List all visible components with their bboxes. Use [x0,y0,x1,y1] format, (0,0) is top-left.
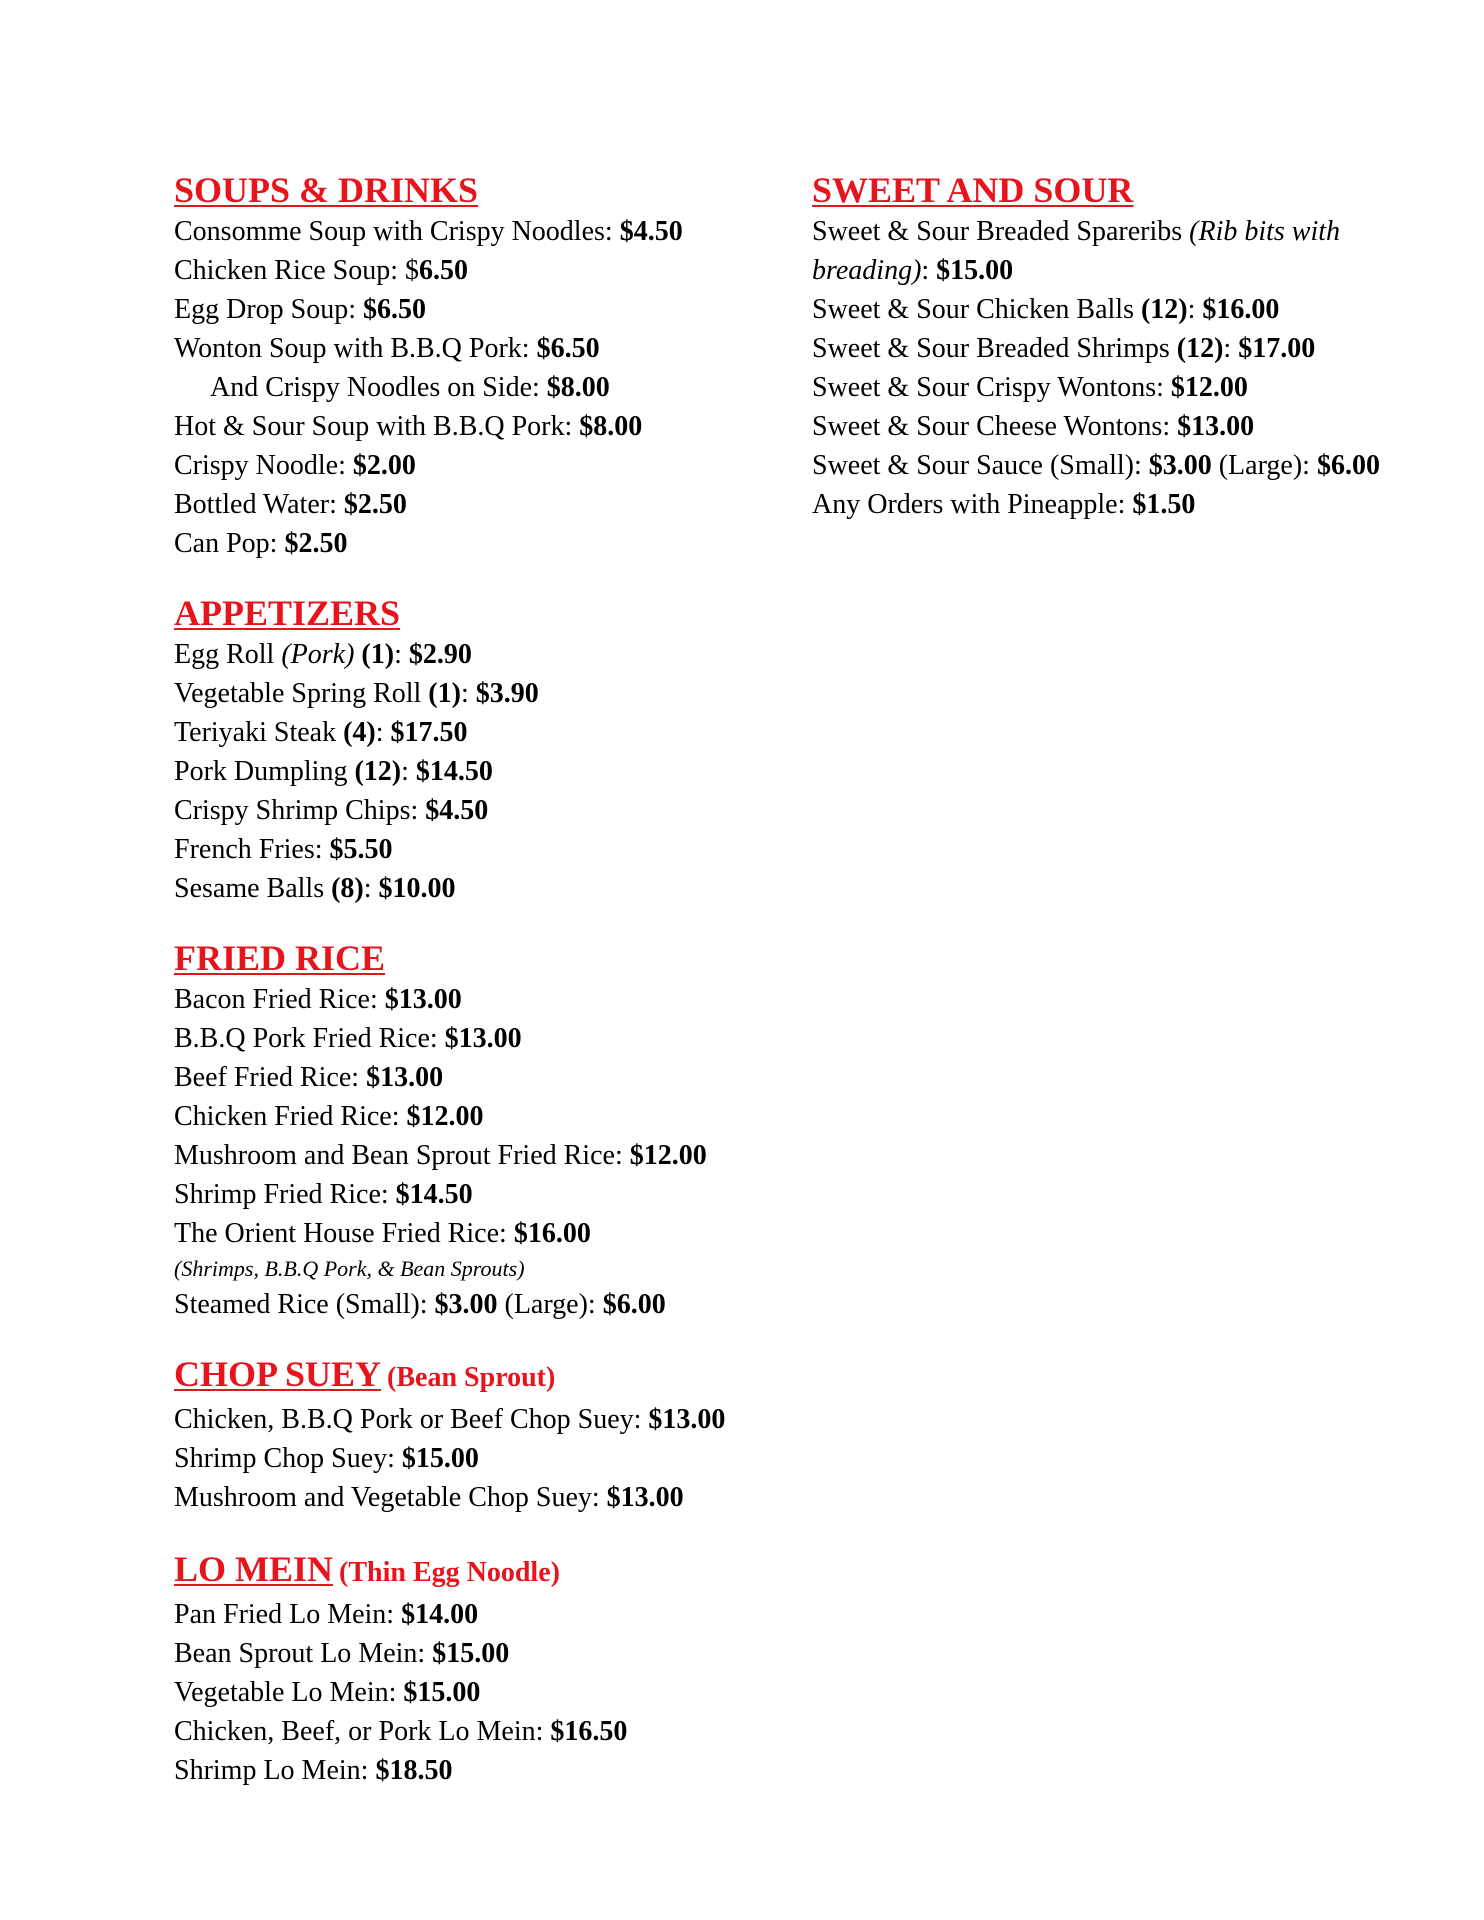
menu-item [174,1751,814,1790]
menu-item: Sweet & Sour Breaded Shrimps (12): $17.00 [812,333,1316,364]
item-price: $12.00 [406,1101,484,1132]
menu-item [174,1058,814,1097]
menu-item [174,1285,814,1324]
menu-item [174,407,814,446]
item-name: And Crispy Noodles on Side: [210,372,547,403]
menu-item [174,329,814,368]
item-name: Vegetable Lo Mein: [174,1677,404,1708]
soups-section [174,168,814,563]
item-price: $13.00 [444,1023,522,1054]
item-qty: (1) [428,678,461,709]
item-name: Egg Drop Soup: [174,294,363,325]
item-price: $1.50 [1132,489,1196,520]
menu-item [174,1595,814,1634]
chop-suey-title: CHOP SUEY [174,1354,382,1394]
menu-item [174,1136,814,1175]
fried-rice-heading [174,936,814,980]
item-price: $4.50 [425,795,489,826]
menu-item [812,485,1452,524]
item-qty: (8) [331,873,364,904]
menu-item-addon [174,368,814,407]
menu-item: Sweet & Sour Chicken Balls (12): $16.00 [812,294,1280,325]
item-name: Chicken Rice Soup: $ [174,255,419,286]
item-price: $17.50 [390,717,468,748]
item-name: B.B.Q Pork Fried Rice: [174,1023,445,1054]
item-price: $15.00 [936,255,1014,286]
item-name: Chicken Fried Rice: [174,1101,407,1132]
item-name: Crispy Noodle: [174,450,353,481]
item-price: $10.00 [378,873,456,904]
item-qty: (4) [343,717,376,748]
menu-item [812,407,1452,446]
sweet-sour-heading [812,168,1452,212]
item-note: (Rib bits with [1189,216,1341,247]
item-name: Crispy Shrimp Chips: [174,795,426,826]
item-qty: (1) [361,639,395,670]
menu-item [174,1712,814,1751]
house-rice-note: (Shrimps, B.B.Q Pork, & Bean Sprouts) [174,1256,525,1281]
item-price: $13.00 [648,1404,726,1435]
chop-suey-heading [174,1352,814,1400]
item-name: Vegetable Spring Roll [174,678,429,709]
item-name: Bottled Water: [174,489,344,520]
item-price: $14.50 [395,1179,473,1210]
item-name: Mushroom and Vegetable Chop Suey: [174,1482,607,1513]
menu-item [174,251,814,290]
lo-mein-section [174,1547,814,1790]
menu-item [174,524,814,563]
item-price: $2.90 [408,639,472,670]
item-name: Mushroom and Bean Sprout Fried Rice: [174,1140,630,1171]
menu-item-continued: breading): $15.00 [812,255,1014,286]
menu-item [174,1634,814,1673]
item-name: The Orient House Fried Rice: [174,1218,514,1249]
item-name: Sweet & Sour Breaded Spareribs [812,216,1190,247]
item-price-small: $3.00 [1148,450,1212,481]
item-price: $6.50 [536,333,600,364]
item-price: $14.00 [401,1599,479,1630]
item-price: $14.50 [415,756,493,787]
menu-item [174,1673,814,1712]
item-name: Shrimp Chop Suey: [174,1443,402,1474]
item-price: $16.50 [550,1716,628,1747]
menu-item: Vegetable Spring Roll (1): $3.90 [174,678,539,709]
menu-item [174,1214,814,1253]
item-name: Consomme Soup with Crispy Noodles: [174,216,620,247]
item-price: $15.00 [432,1638,510,1669]
item-name: Sweet & Sour Crispy Wontons: [812,372,1171,403]
item-price: $13.00 [384,984,462,1015]
item-price: $6.50 [363,294,426,325]
item-name: Bean Sprout Lo Mein: [174,1638,433,1669]
sweet-sour-title: SWEET AND SOUR [812,170,1134,210]
item-price-large: $6.00 [1316,450,1380,481]
item-price: $8.00 [579,411,643,442]
item-name: Sesame Balls [174,873,332,904]
item-price: $15.00 [401,1443,479,1474]
menu-item: Pork Dumpling (12): $14.50 [174,756,493,787]
right-column [812,168,1452,552]
menu-item [174,1019,814,1058]
item-price: $16.00 [1202,294,1280,325]
item-qty: (12) [1176,333,1224,364]
appetizers-section [174,591,814,908]
menu-item [174,791,814,830]
item-name: Sweet & Sour Sauce (Small): [812,450,1149,481]
appetizers-heading [174,591,814,635]
sweet-sour-section [812,168,1452,524]
item-price: $13.00 [1177,411,1255,442]
menu-item [174,212,814,251]
item-price-small: $3.00 [434,1289,498,1320]
menu-item [174,1439,814,1478]
lo-mein-heading [174,1547,814,1595]
item-price: $18.50 [375,1755,453,1786]
item-price: $13.00 [606,1482,684,1513]
item-note: breading) [812,255,922,286]
item-name: Beef Fried Rice: [174,1062,367,1093]
item-name: Chicken, Beef, or Pork Lo Mein: [174,1716,551,1747]
item-name: Chicken, B.B.Q Pork or Beef Chop Suey: [174,1404,649,1435]
item-name: Egg Roll [174,639,282,670]
item-price: $13.00 [366,1062,444,1093]
item-price: $8.00 [546,372,610,403]
item-name: Steamed Rice (Small): [174,1289,435,1320]
menu-item: Egg Roll (Pork) (1): $2.90 [174,639,472,670]
item-name: Shrimp Fried Rice: [174,1179,396,1210]
menu-item: Sesame Balls (8): $10.00 [174,873,456,904]
item-price: $4.50 [619,216,683,247]
chop-suey-subtitle: (Bean Sprout) [387,1362,556,1393]
item-name: Hot & Sour Soup with B.B.Q Pork: [174,411,580,442]
lo-mein-title: LO MEIN [174,1549,334,1589]
item-size-label: (Large): [497,1289,603,1320]
item-name: Any Orders with Pineapple: [812,489,1133,520]
fried-rice-title: FRIED RICE [174,938,386,978]
menu-item [174,1175,814,1214]
item-qty: (12) [354,756,402,787]
item-price: $3.90 [475,678,539,709]
item-name: Sweet & Sour Chicken Balls [812,294,1141,325]
item-name: Can Pop: [174,528,285,559]
item-price: $2.50 [343,489,407,520]
item-name: Teriyaki Steak [174,717,344,748]
item-price: $12.00 [629,1140,707,1171]
item-price: 6.50 [418,255,468,286]
item-price: $15.00 [403,1677,481,1708]
item-price-large: $6.00 [602,1289,666,1320]
appetizers-title: APPETIZERS [174,593,401,633]
item-name: Sweet & Sour Cheese Wontons: [812,411,1178,442]
menu-item [174,485,814,524]
item-name: Bacon Fried Rice: [174,984,385,1015]
item-price: $5.50 [329,834,393,865]
chop-suey-section [174,1352,814,1517]
item-name: Wonton Soup with B.B.Q Pork: [174,333,537,364]
item-name: Sweet & Sour Breaded Shrimps [812,333,1177,364]
soups-title: SOUPS & DRINKS [174,170,479,210]
item-price: $12.00 [1170,372,1248,403]
item-price: $2.00 [352,450,416,481]
item-price: $17.00 [1238,333,1316,364]
item-name: Pan Fried Lo Mein: [174,1599,402,1630]
item-name: Shrimp Lo Mein: [174,1755,376,1786]
item-note: (Pork) [281,639,355,670]
menu-item [174,830,814,869]
menu-item [812,446,1452,485]
menu-item [812,368,1452,407]
menu-item: Teriyaki Steak (4): $17.50 [174,717,468,748]
menu-item [174,1097,814,1136]
left-column [174,168,814,1818]
item-price: $2.50 [284,528,348,559]
menu-item [174,1478,814,1517]
fried-rice-section [174,936,814,1324]
soups-heading [174,168,814,212]
item-price: $16.00 [513,1218,591,1249]
menu-item [174,290,814,329]
menu-item [174,446,814,485]
lo-mein-subtitle: (Thin Egg Noodle) [339,1557,560,1588]
item-qty: (12) [1140,294,1188,325]
item-size-label: (Large): [1211,450,1317,481]
menu-item [812,212,1452,251]
menu-item [174,980,814,1019]
menu-item [174,1400,814,1439]
item-name: French Fries: [174,834,330,865]
item-name: Pork Dumpling [174,756,355,787]
